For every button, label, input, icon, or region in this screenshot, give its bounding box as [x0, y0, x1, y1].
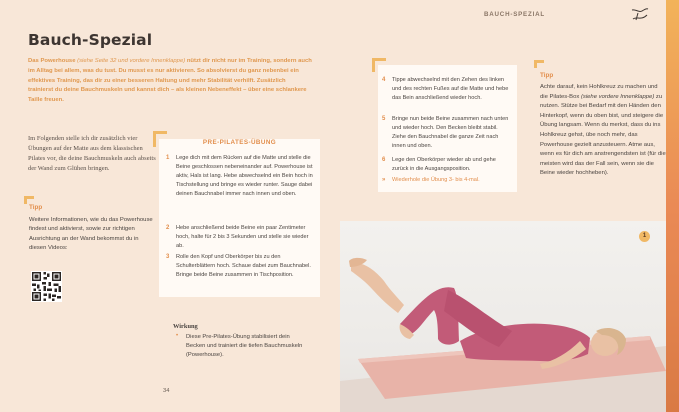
arrow-right-icon: » — [382, 177, 386, 183]
wirkung-text: Diese Pre-Pilates-Übung stabilisiert dein Becken und trainiert die tiefen Bauchmuskeln (Powerhouse). — [186, 334, 303, 359]
step-text: Bringe nun beide Beine zusammen nach unten und wieder hoch. Den Becken bleibt stabil. Ziehe den Bauchnabel die ganze Zeit nach innen und oben. — [392, 116, 509, 149]
step-text: Tippe abwechselnd mit den Zehen des linken und des rechten Fußes auf die Matte und hebe das Bein anschließend wieder hoch. — [392, 77, 509, 101]
exercise-card — [159, 139, 320, 297]
tipp-text-part1: Achte darauf, kein Hohlkreuz zu machen und die Pilates-Box — [540, 84, 658, 100]
exercise-step — [382, 156, 512, 174]
intro-paragraph — [28, 57, 312, 106]
step-number: 4 — [382, 77, 386, 83]
intro-text-part3: nützt dir nicht nur im Training, sondern auch im Alltag bei allem, was du tust. Du musst es nur aktivieren. So absolvierst du ganz nebenbei ein effektives Training, das dir zu einer besseren Haltung und mehr Stabilität verhilft. Zusätzlich trainierst du deine Bauchmuskeln und kannst dich – als kleinen Nebeneffekt – über eine schlankere Taille freuen. — [28, 58, 312, 104]
exercise-step — [166, 224, 314, 251]
tipp-text-reference: (siehe vordere Innenklappe) — [580, 93, 655, 100]
wirkung-label: Wirkung — [173, 323, 198, 330]
step-number: 5 — [382, 116, 386, 122]
repeat-text: Wiederhole die Übung 3- bis 4-mal. — [392, 177, 480, 183]
step-number: 2 — [166, 225, 170, 231]
running-head: BAUCH-SPEZIAL — [484, 11, 545, 18]
bracket-decoration — [372, 58, 386, 72]
exercise-step — [382, 76, 512, 103]
tipp-text: Weitere Informationen, wie du das Powerhouse findest und aktivierst, sowie zur richtigen Ausrichtung an der Wand bekommst du in diesen Videos: — [29, 217, 153, 251]
step-number: 1 — [166, 155, 170, 161]
exercise-step — [166, 154, 314, 199]
tipp-text — [540, 83, 666, 179]
tipp-label: Tipp — [540, 72, 554, 79]
tipp-label: Tipp — [29, 204, 43, 211]
step-number: 3 — [166, 254, 170, 260]
accent-strip — [666, 0, 679, 412]
lead-paragraph: Im Folgenden stelle ich dir zusätzlich vier Übungen auf der Matte aus dem klassischen Pilates vor, die deine Bauchmuskeln auch abseits der Wand zum Glühen bringen. — [28, 135, 156, 172]
bracket-decoration — [24, 196, 34, 204]
step-text: Hebe anschließend beide Beine ein paar Zentimeter hoch, halte für 2 bis 3 Sekunden und stelle sie wieder ab. — [176, 225, 309, 249]
bracket-decoration — [534, 60, 544, 68]
qr-code-icon[interactable] — [31, 271, 62, 302]
exercise-step — [166, 253, 314, 280]
intro-text-reference: (siehe Seite 32 und vordere Innenklappe) — [77, 58, 186, 64]
exercise-card-continued — [378, 65, 517, 192]
repeat-note — [382, 176, 512, 185]
page-title: Bauch-Spezial — [28, 31, 153, 49]
exercise-step — [382, 115, 512, 151]
intro-text-part1: Das Powerhouse — [28, 58, 78, 64]
exercise-title: PRE-PILATES-ÜBUNG — [202, 139, 277, 146]
tipp-text-part3: zu nutzen. Stütze bei Bedarf mit den Händen den Hinterkopf, wenn du oben bist, und steigere die Übung langsam. Wenn du merkst, dass du ins Hohlkreuz gehst, übe noch mehr, das Powerhouse gezielt anzusteuern. Atme aus, wenn es für dich am anstrengendsten ist (für die meisten wird das der Fall sein, wenn sie die Beine wieder hochheben). — [540, 93, 666, 177]
bullet-icon: • — [176, 333, 179, 339]
exercise-photo — [340, 221, 666, 412]
step-text: Lege dich mit dem Rücken auf die Matte und stelle die Beine geschlossen nebeneinander auf. Powerhouse ist aktiv, Hals ist lang. Hebe abwechselnd ein Bein hoch in Tischstellung und bringe es wieder runter. Sauge dabei deinen Bauchnabel immer nach innen und oben. — [176, 155, 313, 197]
woman-exercise-illustration — [340, 221, 666, 412]
brand-logo-icon — [630, 7, 650, 23]
step-number: 6 — [382, 157, 386, 163]
step-text: Lege den Oberkörper wieder ab und gehe zurück in die Ausgangsposition. — [392, 157, 496, 172]
photo-step-badge: 1 — [639, 231, 650, 242]
step-text: Rolle den Kopf und Oberkörper bis zu den Schulterblättern hoch. Schaue dabei zum Bauchnabel. Bringe beide Beine zusammen in Tischposition. — [176, 254, 311, 278]
page-number: 34 — [163, 388, 170, 394]
